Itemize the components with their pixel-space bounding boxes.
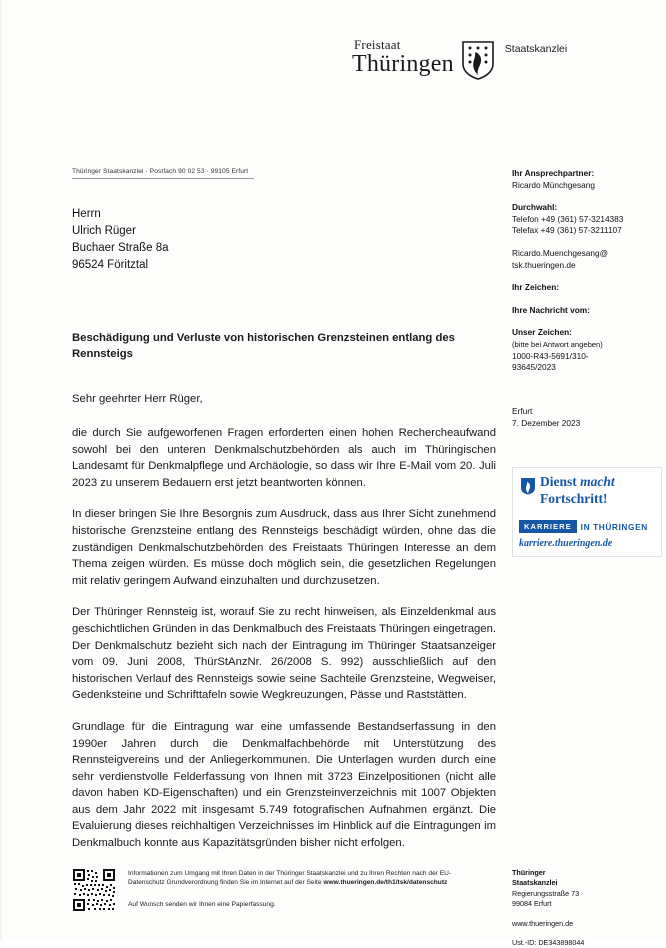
logo-thueringen-text: Thüringen (352, 51, 454, 77)
career-campaign-banner[interactable] (512, 467, 662, 557)
email-line-2: tsk.thueringen.de (512, 259, 576, 270)
date: 7. Dezember 2023 (512, 417, 581, 428)
page-edge (0, 0, 3, 941)
our-reference-note: (bitte bei Antwort angeben) (512, 339, 603, 349)
contact-info-column (512, 168, 660, 385)
our-reference-line-2: 93645/2023 (512, 362, 556, 373)
contact-group (512, 168, 660, 191)
fax-number: Telefax +49 (361) 57-3211107 (512, 225, 622, 236)
our-reference-label: Unser Zeichen: (512, 327, 572, 338)
phone-number: Telefon +49 (361) 57-3214383 (512, 213, 624, 224)
contact-label: Ihr Ansprechpartner: (512, 168, 595, 178)
email-line-1: Ricardo.Muenchgesang@ (512, 247, 609, 258)
logo-freistaat-text: Freistaat (354, 37, 401, 52)
place-and-date (512, 406, 580, 429)
organization-logo (352, 38, 567, 80)
banner-word-dienst: Dienst (540, 474, 577, 489)
letter-salutation: Sehr geehrter Herr Rüger, (72, 393, 203, 405)
letter-footer (0, 864, 666, 948)
qr-code-icon[interactable] (72, 868, 116, 912)
dial-group (512, 202, 660, 237)
karriere-badge-suffix: IN THÜRINGEN (580, 521, 648, 532)
footer-org-line-2: Staatskanzlei (512, 878, 558, 888)
paper-version-note: Auf Wunsch senden wir Ihnen eine Papierfassung. (128, 900, 276, 908)
banner-url-link[interactable]: karriere.thueringen.de (519, 538, 613, 549)
karriere-badge: KARRIERE (519, 520, 577, 533)
thuringia-seal-icon (520, 477, 536, 495)
banner-karriere-row (519, 520, 648, 533)
address-salutation: Herrn (72, 208, 101, 220)
letter-paragraph: Der Thüringer Rennsteig ist, worauf Sie zu recht hinweisen, als Einzeldenkmal aus geschichtlichen Gründen in das Denkmalbuch des Freistaats Thüringen eingetragen. Der Denkmalschutz bezieht sich nach der Eintragung im Thüringer Staatsanzeiger vom 09. Juni 2008, ThürStAnzNr. 26/2008 S. 992) ausschließlich auf den historischen Verlauf des Rennsteigs sowie seine Sachteile Grenzsteine, Wegweiser, Gedenksteine und Schrifttafeln sowie Wegkreuzungen, Pässe und Raststätten. (72, 606, 496, 702)
footer-city: 99084 Erfurt (512, 899, 552, 909)
footer-organization-block (512, 868, 662, 948)
letter-paragraph: Grundlage für die Eintragung war eine umfassende Bestandserfassung in den 1990er Jahren durch die Denkmalfachbehörde mit Unterstützung des Rennsteigvereins und der Anliegerkommunen. Die Unterlagen wurden durch eine sehr verdienstvolle Felderfassung von Ihnen mit 3723 Einzelpositionen (nicht alle davon haben KD-Eigenschaften) und ein Grenzsteinverzeichnis mit 1007 Objekten aus dem Jahr 2022 mit insgesamt 5.749 fotografischen Aufnahmen ergänzt. Die Evaluierung dieses reichhaltigen Verzeichnisses im Hinblick auf die Eintragungen im Denkmalbuch konnte aus Kapazitätsgründen bisher nicht erfolgen. (72, 720, 496, 850)
footer-ustid: Ust.-ID: DE343898044 (512, 938, 585, 948)
email-group (512, 248, 660, 271)
your-message-label: Ihre Nachricht vom: (512, 304, 590, 315)
banner-word-macht: macht (580, 474, 615, 489)
footer-privacy-notice (128, 869, 464, 909)
sender-micro-text: Thüringer Staatskanzlei · Postfach 90 02 53 · 99105 Erfurt (72, 168, 249, 175)
contact-name: Ricardo Münchgesang (512, 179, 596, 190)
letter-paragraph: In dieser bringen Sie Ihre Besorgnis zum Ausdruck, dass aus Ihrer Sicht zunehmend historische Grenzsteine entlang des Rennsteigs beschädigt würden, ohne das die zuständigen Denkmalschutzbehörden des Freistaats Thüringen Interesse an dem Thema zeigen würden. Es müsse doch möglich sein, die gesetzlichen Regelungen mit relativ geringem Aufwand einzuhalten und durchzusetzen. (72, 508, 496, 587)
sender-rule (72, 178, 254, 179)
banner-line-2: Fortschritt! (540, 491, 608, 506)
footer-street: Regierungsstraße 73 (512, 888, 580, 898)
privacy-paragraph (128, 869, 464, 888)
logo-wordmark (352, 38, 454, 76)
letter-subject: Beschädigung und Verluste von historischen Grenzsteinen entlang des Rennsteigs (72, 332, 455, 360)
dial-label: Durchwahl: (512, 202, 558, 213)
our-reference-group (512, 327, 660, 373)
privacy-link[interactable]: www.thueringen.de/th1/tsk/datenschutz (323, 879, 448, 887)
letter-paragraph: die durch Sie aufgeworfenen Fragen erforderten einen hohen Rechercheaufwand sowohl bei den unteren Denkmalschutzbehörden als auch im Thüringischen Landesamt für Denkmalpflege und Archäologie, so dass wir Ihre E-Mail vom 20. Juli 2023 zu unserem Bedauern erst jetzt beantworten können. (72, 427, 496, 489)
letter-body (72, 425, 496, 867)
privacy-text: Informationen zum Umgang mit Ihren Daten in der Thüringer Staatskanzlei und zu Ihren Rechten nach der EU-Datenschutz Grundverordnung finden Sie im Internet auf der Seite (128, 870, 452, 887)
address-street: Buchaer Straße 8a (72, 242, 169, 254)
footer-org-line-1: Thüringer (512, 868, 546, 877)
banner-headline-area (513, 468, 661, 520)
recipient-address (72, 206, 169, 274)
your-reference-label: Ihr Zeichen: (512, 282, 560, 293)
address-city: 96524 Föritztal (72, 259, 149, 271)
footer-website[interactable]: www.thueringen.de (512, 918, 574, 928)
our-reference-line-1: 1000-R43-5691/310- (512, 350, 589, 361)
sender-micro-line (72, 168, 254, 179)
thuringia-coat-of-arms-icon (461, 40, 495, 80)
place: Erfurt (512, 406, 533, 416)
banner-line-1 (540, 474, 615, 490)
department-label: Staatskanzlei (504, 43, 568, 55)
address-name: Ulrich Rüger (72, 225, 136, 237)
